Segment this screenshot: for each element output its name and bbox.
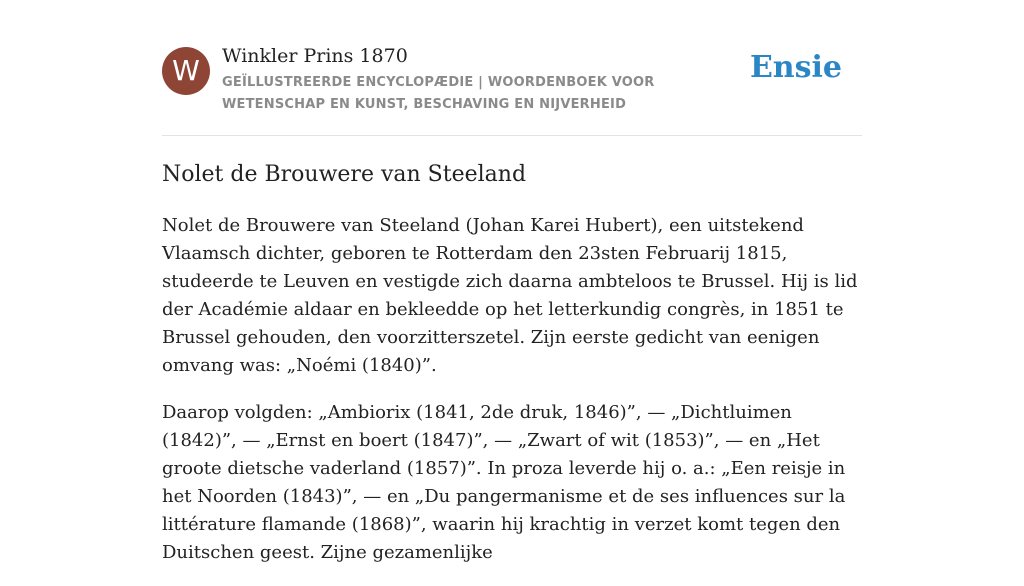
page-header <box>162 44 862 134</box>
source-subtitle: GEÏLLUSTREERDE ENCYCLOPÆDIE | WOORDENBOEK VOOR WETENSCHAP EN KUNST, BESCHAVING EN NIJVERHEID <box>222 75 655 112</box>
ensie-logo-link[interactable]: Ensie <box>749 50 842 85</box>
source-avatar[interactable]: W <box>162 47 210 95</box>
header-divider <box>162 135 862 136</box>
article-paragraph-1: Nolet de Brouwere van Steeland (Johan Karei Hubert), een uitstekend Vlaamsch dichter, geboren te Rotterdam den 23sten Februarij 1815, studeerde te Leuven en vestigde zich daarna ambteloos te Brussel. Hij is lid der Académie aldaar en bekleedde op het letterkundig congrès, in 1851 te Brussel gehouden, den voorzitterszetel. Zijn eerste gedicht van eenigen omvang was: „Noémi (1840)”. <box>162 215 858 376</box>
article-paragraph-2: Daarop volgden: „Ambiorix (1841, 2de druk, 1846)”, — „Dichtluimen (1842)”, — „Ernst en boert (1847)”, — „Zwart of wit (1853)”, — en „Het groote dietsche vaderland (1857)”. In proza leverde hij o. a.: „Een reisje in het Noorden (1843)”, — en „Du pangermanisme et de ses influences sur la littérature flamande (1868)”, waarin hij krachtig in verzet komt tegen den Duitschen geest. Zijne gezamenlijke <box>162 402 846 563</box>
article-title: Nolet de Brouwere van Steeland <box>162 162 527 187</box>
source-title-link[interactable]: Winkler Prins 1870 <box>222 45 408 67</box>
article-content <box>162 158 862 586</box>
